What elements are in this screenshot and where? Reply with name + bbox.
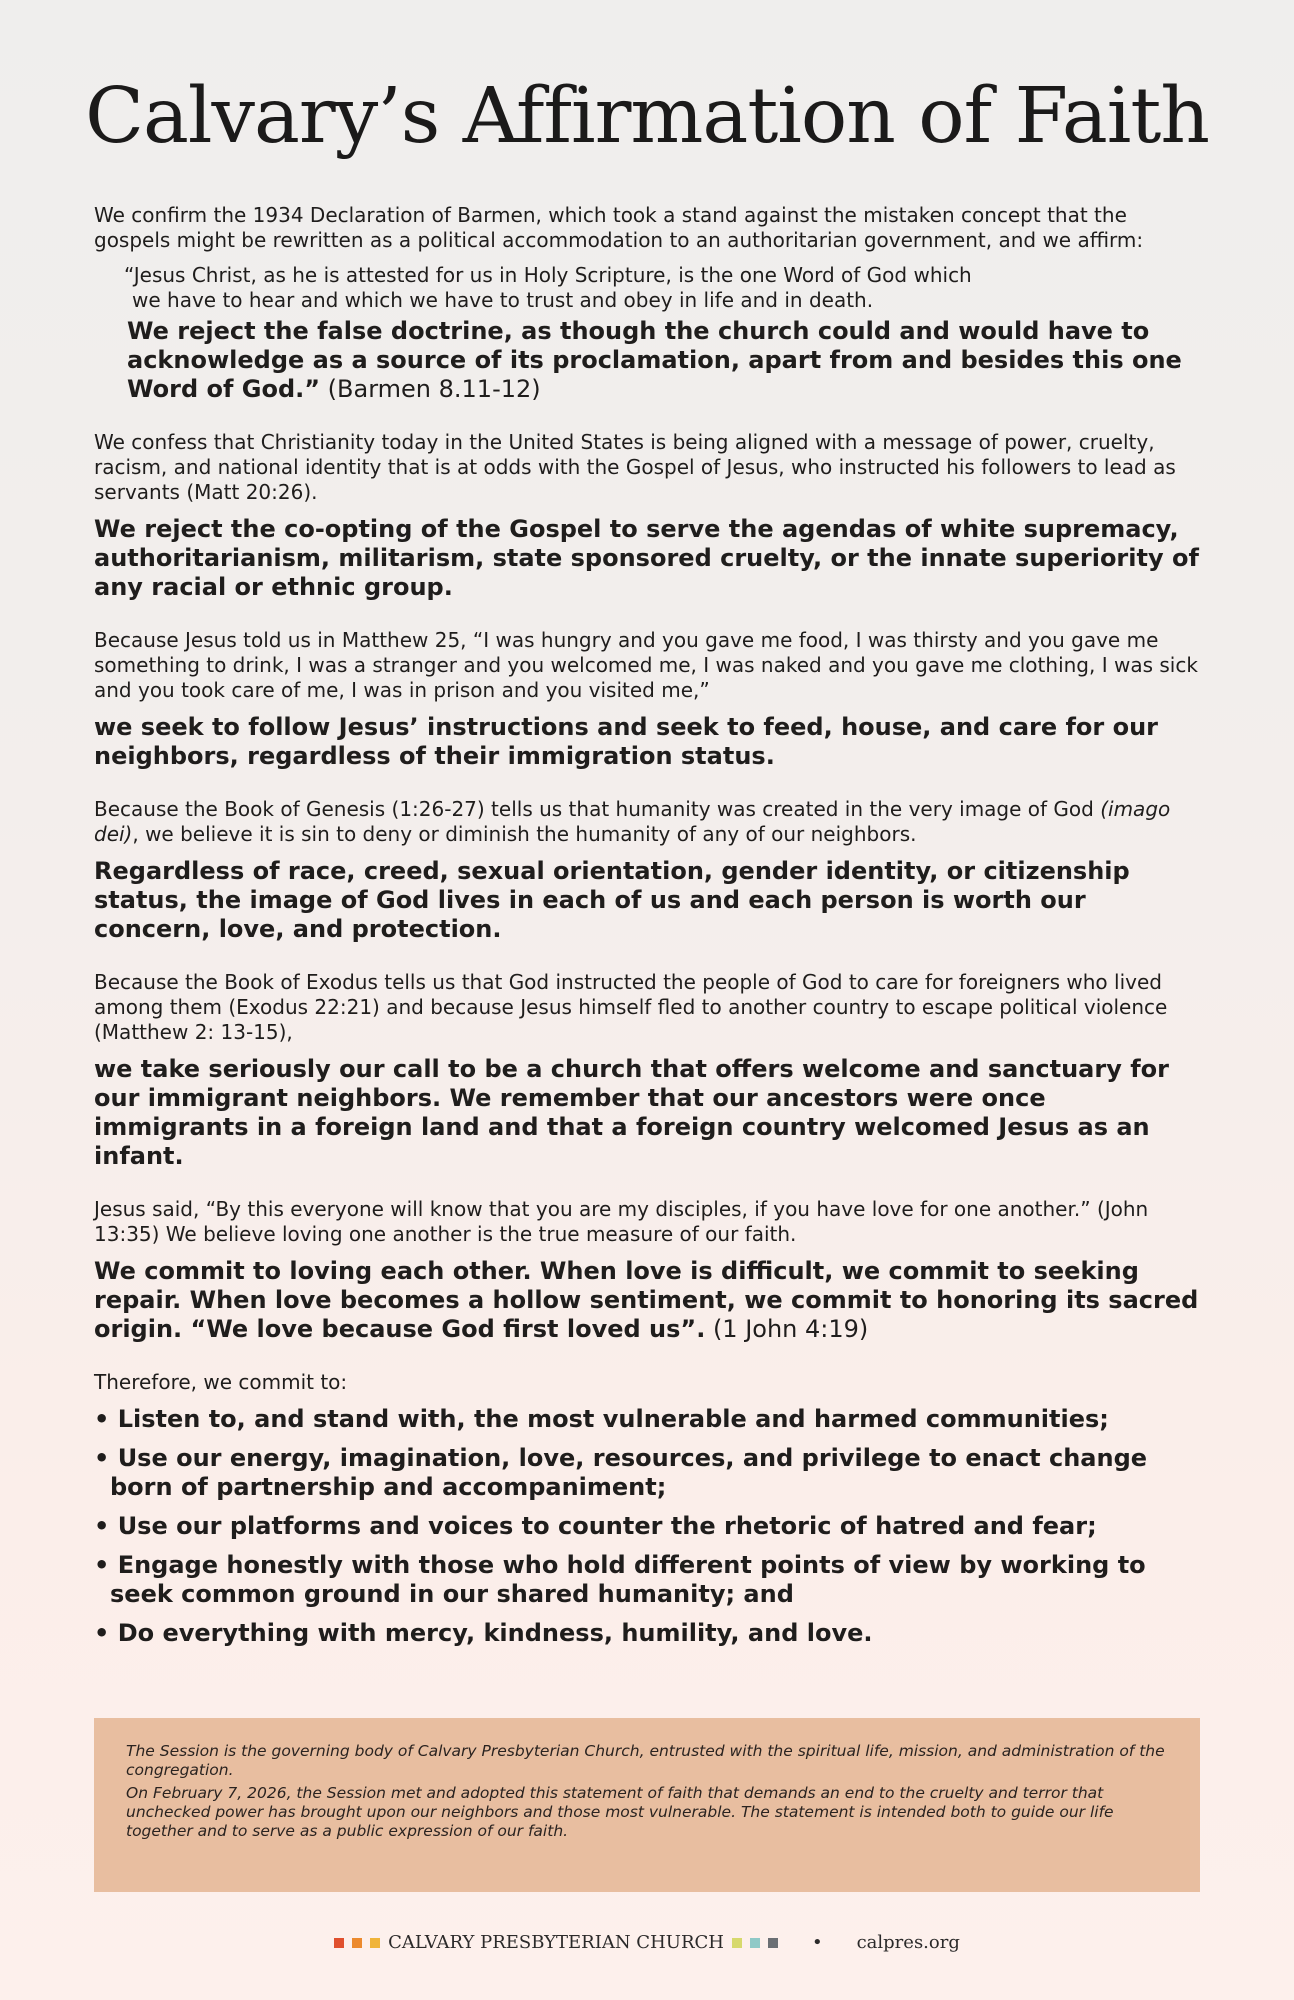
session-note-p2: On February 7, 2026, the Session met and adopted this statement of faith that demands an end to the cruelty and terror that unchecked power has brought upon our neighbors and those most vulnerable. The statement is intended both to guide our life together and to serve as a public expression of our faith.: [126, 1784, 1114, 1840]
list-item: • Listen to, and stand with, the most vulnerable and harmed communities;: [94, 1405, 1109, 1433]
john-text: Jesus said, “By this everyone will know that you are my disciples, if you have love for one another.” (John 13:35) We believe loving one another is the true measure of our faith.: [94, 1197, 1149, 1246]
love-commitment: We commit to loving each other. When love is difficult, we commit to seeking repair. When love becomes a hollow sentiment, we commit to honoring its sacred origin. “We love because God first loved us”.: [94, 1257, 1199, 1343]
session-note-p1: The Session is the governing body of Calvary Presbyterian Church, entrusted with the spiritual life, mission, and administration of the congregation.: [126, 1742, 1165, 1779]
commit-intro: Therefore, we commit to:: [94, 1370, 348, 1394]
statement-body: [94, 203, 1204, 1658]
john-citation: (1 John 4:19): [705, 1315, 869, 1343]
commitment-list: [94, 1405, 1204, 1648]
list-item: • Use our platforms and voices to counter the rhetoric of hatred and fear;: [94, 1512, 1097, 1540]
color-square-icon: [768, 1938, 778, 1948]
list-item: • Engage honestly with those who hold different points of view by working to seek common ground in our shared humanity; and: [94, 1551, 1146, 1608]
color-square-icon: [370, 1938, 380, 1948]
color-square-icon: [352, 1938, 362, 1948]
barmen-quote: [124, 263, 1204, 404]
page-title: Calvary’s Affirmation of Faith: [85, 72, 1209, 161]
list-item: • Use our energy, imagination, love, resources, and privilege to enact change born of partnership and accompaniment;: [94, 1444, 1148, 1501]
genesis-text: [94, 797, 1204, 847]
exodus-text: Because the Book of Exodus tells us that God instructed the people of God to care for foreigners who lived among them (Exodus 22:21) and because Jesus himself fled to another country to escape political violence (Matthew 2: 13-15),: [94, 970, 1168, 1044]
imago-dei: (imago dei): [94, 797, 1171, 846]
footer: [0, 1932, 1294, 1953]
genesis-text-b: , we believe it is sin to deny or diminish the humanity of any of our neighbors.: [132, 822, 917, 846]
genesis-text-a: Because the Book of Genesis (1:26-27) tells us that humanity was created in the very image of God: [94, 797, 1101, 821]
color-square-icon: [732, 1938, 742, 1948]
barmen-quote-line2: we have to hear and which we have to trust and obey in life and in death.: [132, 288, 874, 312]
barmen-rejection: We reject the false doctrine, as though the church could and would have to acknowledge as a source of its proclamation, apart from and besides this one Word of God.”: [127, 317, 1182, 403]
list-item: • Do everything with mercy, kindness, humility, and love.: [94, 1619, 873, 1647]
barmen-intro: We confirm the 1934 Declaration of Barmen, which took a stand against the mistaken concept that the gospels might be rewritten as a political accommodation to an authoritarian government, and we affirm:: [94, 203, 1144, 252]
exodus-commitment: we take seriously our call to be a church that offers welcome and sanctuary for our immigrant neighbors. We remember that our ancestors were once immigrants in a foreign land and that a foreign country welcomed Jesus as an infant.: [94, 1055, 1169, 1170]
color-square-icon: [750, 1938, 760, 1948]
color-square-icon: [334, 1938, 344, 1948]
genesis-commitment: Regardless of race, creed, sexual orientation, gender identity, or citizenship status, the image of God lives in each of us and each person is worth our concern, love, and protection.: [94, 857, 1130, 943]
footer-separator: •: [811, 1932, 823, 1953]
confession-rejection: We reject the co-opting of the Gospel to serve the agendas of white supremacy, authoritarianism, militarism, state sponsored cruelty, or the innate superiority of any racial or ethnic group.: [94, 515, 1199, 601]
matthew-text: Because Jesus told us in Matthew 25, “I was hungry and you gave me food, I was thirsty and you gave me something to drink, I was a stranger and you welcomed me, I was naked and you gave me clothing, I was sick and you took care of me, I was in prison and you visited me,”: [94, 628, 1198, 702]
barmen-citation: (Barmen 8.11-12): [320, 375, 541, 403]
confession-text: We confess that Christianity today in the United States is being aligned with a message of power, cruelty, racism, and national identity that is at odds with the Gospel of Jesus, who instructed his followers to lead as servants (Matt 20:26).: [94, 430, 1176, 504]
session-note: [94, 1718, 1200, 1892]
website-link[interactable]: calpres.org: [856, 1932, 960, 1953]
church-name: CALVARY PRESBYTERIAN CHURCH: [388, 1932, 724, 1953]
matthew-commitment: we seek to follow Jesus’ instructions and seek to feed, house, and care for our neighbors, regardless of their immigration status.: [94, 713, 1159, 770]
barmen-quote-text: [124, 263, 1204, 313]
barmen-quote-bold: [127, 317, 1204, 404]
barmen-quote-line1: “Jesus Christ, as he is attested for us in Holy Scripture, is the one Word of God which: [124, 263, 972, 287]
john-commitment: [94, 1257, 1204, 1344]
